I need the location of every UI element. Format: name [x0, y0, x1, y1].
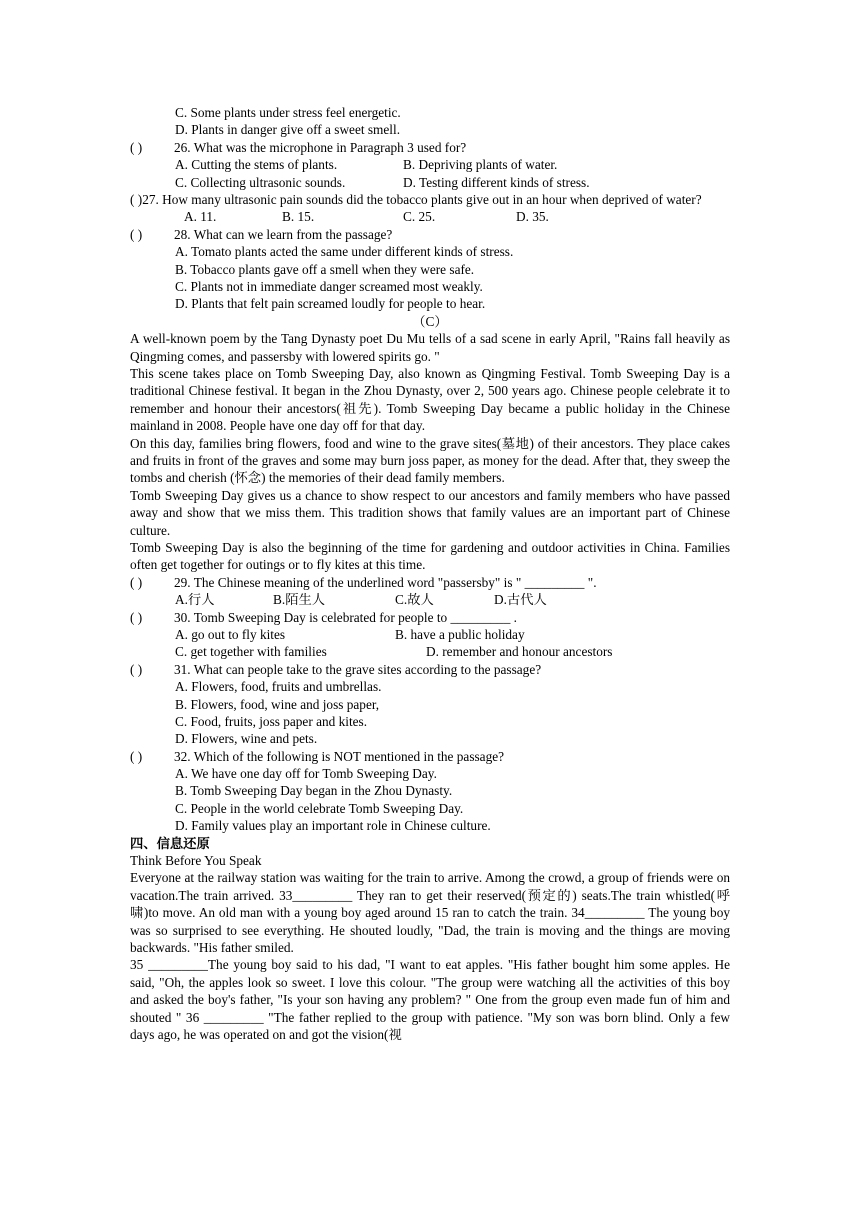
option-b: B. Depriving plants of water. — [403, 157, 558, 173]
q32-option-c: C. People in the world celebrate Tomb Sweeping Day. — [175, 800, 464, 816]
question-text: 27. How many ultrasonic pain sounds did the tobacco plants give out in an hour when deprived of water? — [142, 191, 702, 207]
q27-stem — [130, 191, 730, 208]
q31-option-d: D. Flowers, wine and pets. — [175, 731, 318, 747]
option-d: D. remember and honour ancestors — [426, 644, 613, 660]
q30-options-cd — [130, 643, 730, 660]
question-text: 26. What was the microphone in Paragraph 3 used for? — [174, 139, 467, 155]
question-text: 29. The Chinese meaning of the underlined word "passersby" is " _________ ". — [174, 574, 597, 590]
answer-blank: ( ) — [130, 226, 143, 242]
q32-option-a: A. We have one day off for Tomb Sweeping Day. — [175, 766, 437, 782]
q28-option-a: A. Tomato plants acted the same under different kinds of stress. — [175, 244, 514, 260]
document-content — [130, 104, 730, 1043]
option-b: B. 15. — [282, 209, 315, 225]
passage-paragraph-1: A well-known poem by the Tang Dynasty poet Du Mu tells of a sad scene in early April, "Rains fall heavily as Qingming comes, and passersby with lowered spirits go. " — [130, 331, 730, 364]
answer-blank: ( ) — [130, 748, 143, 764]
story-paragraph-2: 35 _________The young boy said to his dad, "I want to eat apples. "His father bought him some apples. He said, "Oh, the apples look so sweet. I love this colour. "The group were watching all the activities of this boy and asked the boy's father, "Is your son having any problem? " One from the group even made fun of him and shouted " 36 _________ "The father replied to the group with patience. "My son was born blind. Only a few days ago, he was operated on and got the vision(视 — [130, 957, 730, 1043]
question-text: 32. Which of the following is NOT mentioned in the passage? — [174, 748, 505, 764]
q30-options-ab — [130, 626, 730, 643]
option-b: B. have a public holiday — [395, 626, 525, 642]
option-a: A.行人 — [175, 592, 215, 608]
option-c: C. 25. — [403, 209, 436, 225]
q31-option-c: C. Food, fruits, joss paper and kites. — [175, 713, 368, 729]
answer-blank: ( ) — [130, 139, 143, 155]
answer-blank: ( ) — [130, 609, 143, 625]
passage-paragraph-4: Tomb Sweeping Day gives us a chance to show respect to our ancestors and family members who have passed away and show that we miss them. This tradition shows that family values are an important part of Chinese culture. — [130, 487, 730, 538]
option-d: D.古代人 — [494, 592, 547, 608]
q29-stem — [130, 574, 730, 591]
passage-paragraph-5: Tomb Sweeping Day is also the beginning of the time for gardening and outdoor activities in China. Families often get together for outings or to fly kites at this time. — [130, 539, 730, 573]
q29-options — [130, 591, 730, 608]
q26-options-cd — [130, 174, 730, 191]
q25-option-d: D. Plants in danger give off a sweet smell. — [175, 122, 401, 138]
q28-option-b: B. Tobacco plants gave off a smell when they were safe. — [175, 261, 475, 277]
question-text: 30. Tomb Sweeping Day is celebrated for people to _________ . — [174, 609, 517, 625]
q28-option-d: D. Plants that felt pain screamed loudly for people to hear. — [175, 296, 486, 312]
story-title: Think Before You Speak — [130, 853, 262, 869]
q31-option-a: A. Flowers, food, fruits and umbrellas. — [175, 679, 382, 695]
q28-option-c: C. Plants not in immediate danger screamed most weakly. — [175, 278, 483, 294]
answer-blank: ( ) — [130, 191, 143, 207]
option-a: A. Cutting the stems of plants. — [175, 157, 338, 173]
question-text: 31. What can people take to the grave sites according to the passage? — [174, 661, 542, 677]
passage-paragraph-3: On this day, families bring flowers, food and wine to the grave sites(墓地) of their ancestors. They place cakes and fruits in front of the graves and some may burn joss paper, as money for the dead. After that, they sweep the tombs and cherish (怀念) the memories of their dead family members. — [130, 435, 730, 486]
q31-stem — [130, 661, 730, 678]
option-a: A. 11. — [184, 209, 217, 225]
answer-blank: ( ) — [130, 574, 143, 590]
q30-stem — [130, 609, 730, 626]
option-d: D. 35. — [516, 209, 549, 225]
q26-stem — [130, 139, 730, 156]
q32-stem — [130, 748, 730, 765]
option-a: A. go out to fly kites — [175, 626, 286, 642]
question-text: 28. What can we learn from the passage? — [174, 226, 393, 242]
section-4-heading: 四、信息还原 — [130, 835, 210, 851]
q26-options-ab — [130, 156, 730, 173]
q32-option-b: B. Tomb Sweeping Day began in the Zhou Dynasty. — [175, 783, 453, 799]
story-paragraph-1: Everyone at the railway station was waiting for the train to arrive. Among the crowd, a group of friends were on vacation.The train arrived. 33_________ They ran to get their reserved(预定的) seats.The train whistled(呼啸)to move. An old man with a young boy aged around 15 ran to catch the train. 34_________ The young boy was so surprised to see everything. He shouted loudly, "Dad, the train is moving and the things are moving backwards. "His father smiled. — [130, 870, 730, 956]
passage-paragraph-2: This scene takes place on Tomb Sweeping Day, also known as Qingming Festival. Tomb Sweeping Day is a traditional Chinese festival. It began in the Zhou Dynasty, over 2, 500 years ago. Chinese people celebrate it to remember and honour their ancestors(祖先). Tomb Sweeping Day became a public holiday in the Chinese mainland in 2008. People have one day off for that day. — [130, 365, 730, 434]
q32-option-d: D. Family values play an important role in Chinese culture. — [175, 818, 491, 834]
option-c: C. get together with families — [175, 644, 327, 660]
option-d: D. Testing different kinds of stress. — [403, 174, 590, 190]
option-b: B.陌生人 — [273, 592, 326, 608]
q28-stem — [130, 226, 730, 243]
q25-option-c: C. Some plants under stress feel energetic. — [175, 105, 401, 120]
section-c-heading: （C） — [412, 313, 448, 329]
option-c: C. Collecting ultrasonic sounds. — [175, 174, 346, 190]
q31-option-b: B. Flowers, food, wine and joss paper, — [175, 696, 380, 712]
option-c: C.故人 — [395, 592, 434, 608]
q27-options — [130, 208, 730, 225]
answer-blank: ( ) — [130, 661, 143, 677]
